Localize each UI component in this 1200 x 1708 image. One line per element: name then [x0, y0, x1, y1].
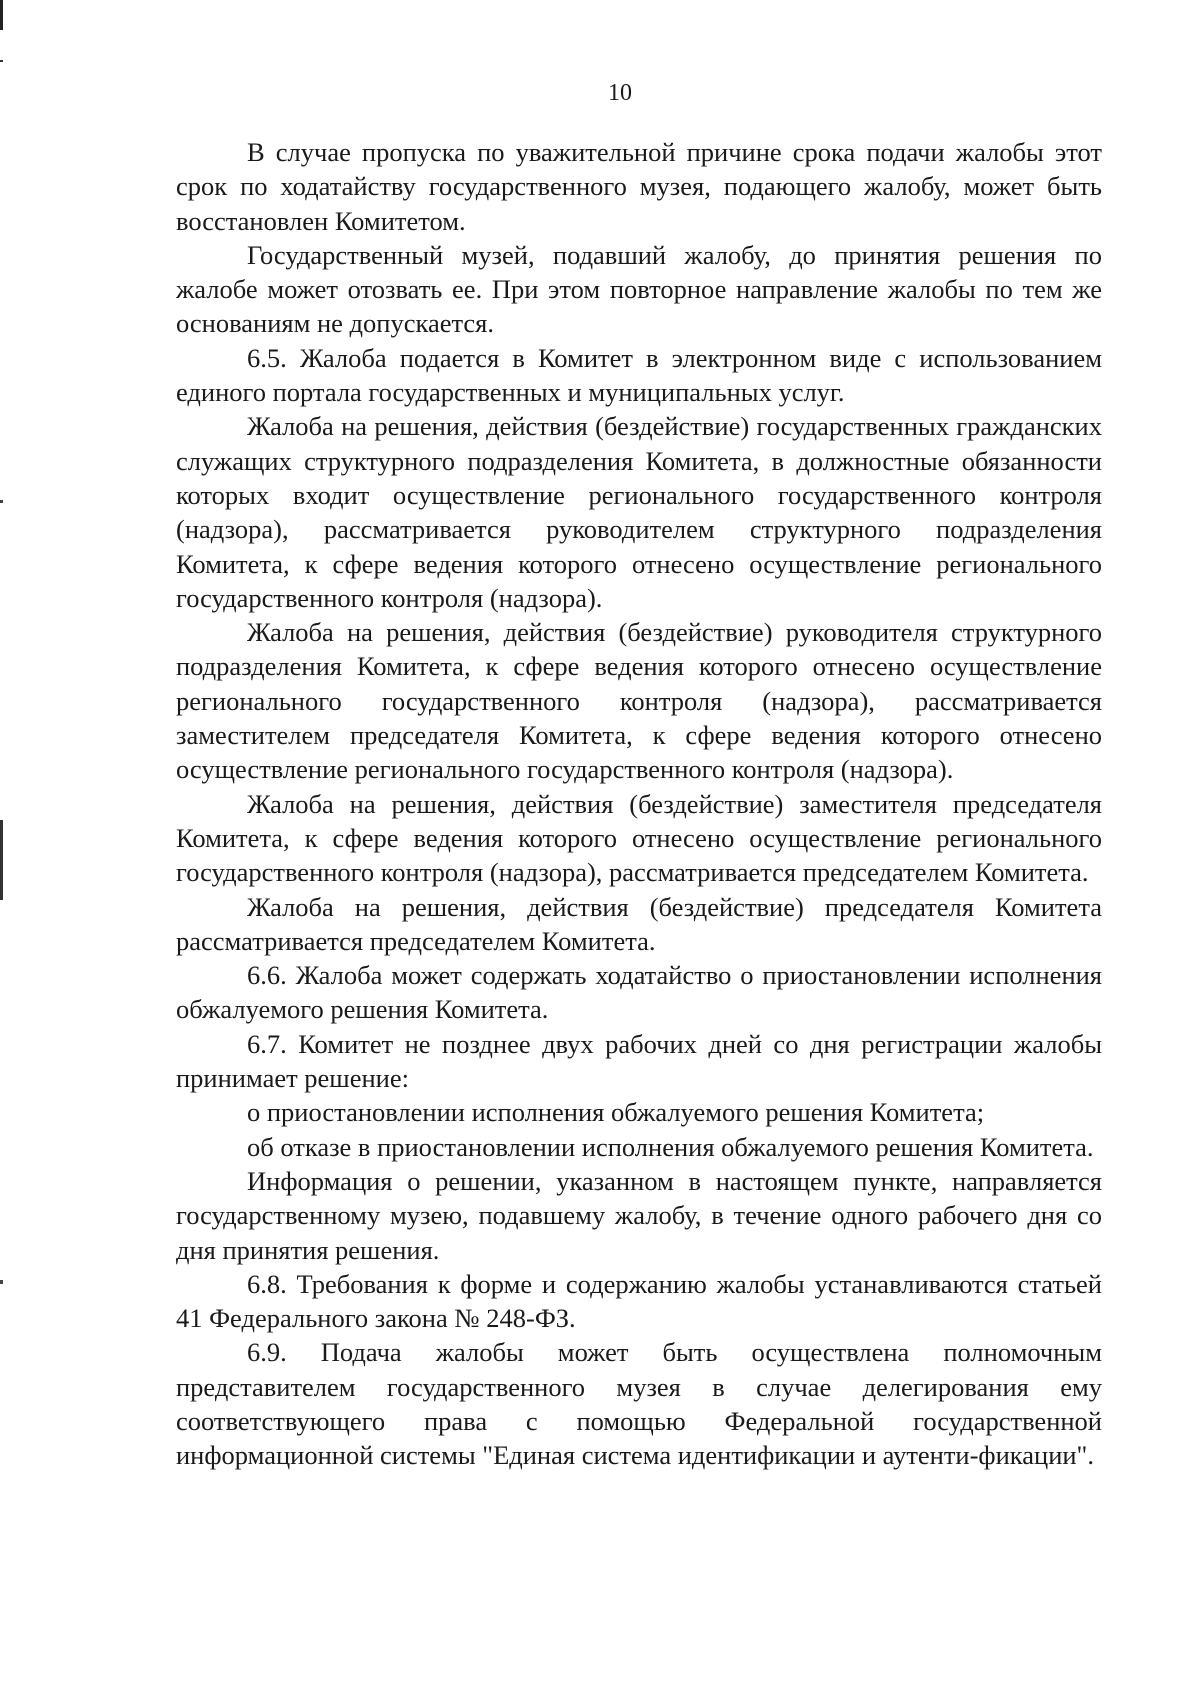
- paragraph-suspension: о приостановлении исполнения обжалуемого решения Комитета;: [247, 1097, 985, 1128]
- page-number: 10: [608, 80, 632, 106]
- paragraph-complaint-chair: Жалоба на решения, действия (бездействие) председателя Комитета рассматривается председателем Комитета.: [176, 891, 1102, 956]
- document-body: [176, 135, 1102, 1473]
- paragraph-complaint-division-head: Жалоба на решения, действия (бездействие) руководителя структурного подразделения Комитета, к сфере ведения которого отнесено осуществление регионального государственного контроля (надзора), рассматривается заместителем председателя Комитета, к сфере ведения которого отнесено осуществление регионального государственного контроля (надзора).: [176, 617, 1102, 785]
- paragraph-missed-deadline: В случае пропуска по уважительной причине срока подачи жалобы этот срок по ходатайству государственного музея, подающего жалобу, может быть восстановлен Комитетом.: [176, 137, 1102, 236]
- paragraph-suspension-refusal: об отказе в приостановлении исполнения обжалуемого решения Комитета.: [247, 1131, 1094, 1162]
- paragraph-complaint-civil-servants: Жалоба на решения, действия (бездействие) государственных гражданских служащих структурного подразделения Комитета, в должностные обязанности которых входит осуществление регионального государственного контроля (надзора), рассматривается руководителем структурного подразделения Комитета, к сфере ведения которого отнесено осуществление регионального государственного контроля (надзора).: [176, 411, 1102, 613]
- paragraph-decision-notice: Информация о решении, указанном в настоящем пункте, направляется государственному музею, подавшему жалобу, в течение одного рабочего дня со дня принятия решения.: [176, 1165, 1102, 1265]
- paragraph-6-9: 6.9. Подача жалобы может быть осуществлена полномочным представителем государственного музея в случае делегирования ему соответствующего права с помощью Федеральной государственной информационной системы "Единая система идентификации и аутенти-фикации".: [176, 1337, 1102, 1471]
- paragraph-6-8: 6.8. Требования к форме и содержанию жалобы устанавливаются статьей 41 Федерального закона № 248-ФЗ.: [176, 1268, 1102, 1334]
- paragraph-withdraw-complaint: Государственный музей, подавший жалобу, до принятия решения по жалобе может отозвать ее. При этом повторное направление жалобы по тем же основаниям не допускается.: [176, 239, 1102, 339]
- paragraph-6-6: 6.6. Жалоба может содержать ходатайство о приостановлении исполнения обжалуемого решения Комитета.: [176, 960, 1102, 1025]
- paragraph-complaint-deputy-chair: Жалоба на решения, действия (бездействие) заместителя председателя Комитета, к сфере ведения которого отнесено осуществление регионального государственного контроля (надзора), рассматривается председателем Комитета.: [176, 788, 1102, 888]
- paragraph-6-5: 6.5. Жалоба подается в Комитет в электронном виде с использованием единого портала государственных и муниципальных услуг.: [176, 342, 1102, 408]
- scan-edge-marks: [0, 0, 3, 1708]
- paragraph-6-7: 6.7. Комитет не позднее двух рабочих дней со дня регистрации жалобы принимает решение:: [176, 1028, 1102, 1094]
